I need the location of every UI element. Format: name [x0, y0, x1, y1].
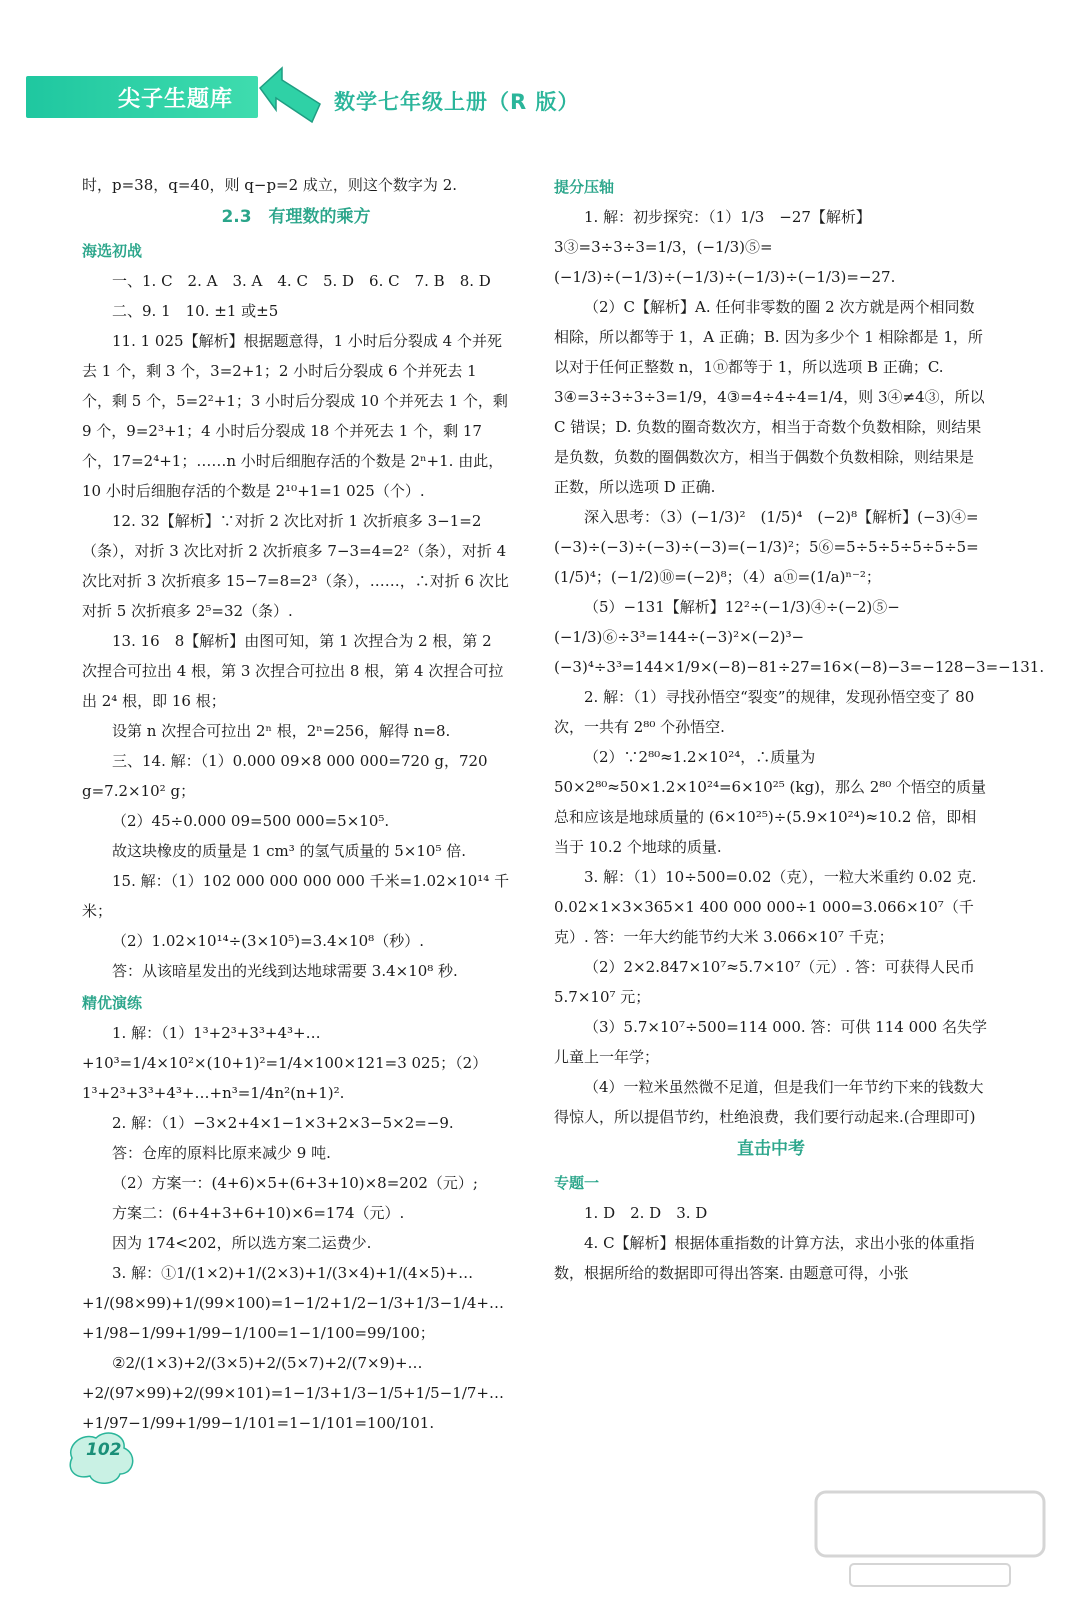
answer-paragraph: ②2/(1×3)+2/(3×5)+2/(5×7)+2/(7×9)+…+2/(97×99)+2/(99×101)=1−1/3+1/3−1/5+1/5−1/7+…+1/97−1/99+1/99−1/101=1−1/101=100/101. — [82, 1354, 504, 1432]
answer-paragraph: （4）一粒米虽然微不足道，但是我们一年节约下来的钱数大得惊人，所以提倡节约，杜绝浪费，我们要行动起来.(合理即可) — [554, 1078, 984, 1126]
right-column — [554, 170, 1045, 1288]
answer-paragraph: （5）−131【解析】12²÷(−1/3)④÷(−2)⑤−(−1/3)⑥÷3³=144÷(−3)²×(−2)³−(−3)⁴÷3³=144×1/9×(−8)−81÷27=16×(−8)−3=−128−3=−131. — [554, 598, 1045, 676]
answer-paragraph: 1. D 2. D 3. D — [584, 1204, 708, 1222]
answer-paragraph: 2. 解：（1）−3×2+4×1−1×3+2×3−5×2=−9. — [112, 1114, 454, 1132]
page-number: 102 — [86, 1440, 122, 1460]
answer-paragraph: 答：从该暗星发出的光线到达地球需要 3.4×10⁸ 秒. — [112, 962, 458, 980]
answer-paragraph: （2）2×2.847×10⁷≈5.7×10⁷（元）. 答：可获得人民币 5.7×10⁷ 元； — [554, 958, 975, 1006]
answer-paragraph: 4. C【解析】根据体重指数的计算方法，求出小张的体重指数，根据所给的数据即可得出答案. 由题意可得，小张 — [554, 1234, 975, 1282]
watermark-logo — [810, 1484, 1050, 1594]
left-column — [82, 170, 510, 1438]
section-heading: 直击中考 — [737, 1139, 805, 1159]
brand-label: 尖子生题库 — [118, 87, 234, 112]
answer-paragraph: 故这块橡皮的质量是 1 cm³ 的氢气质量的 5×10⁵ 倍. — [112, 842, 467, 860]
answer-paragraph: （3）5.7×10⁷÷500=114 000. 答：可供 114 000 名失学儿童上一年学； — [554, 1018, 987, 1066]
answer-paragraph: 二、9. 1 10. ±1 或±5 — [112, 302, 279, 320]
answer-paragraph: （2）1.02×10¹⁴÷(3×10⁵)=3.4×10⁸（秒）. — [112, 932, 424, 950]
answer-paragraph: （2）∵2⁸⁰≈1.2×10²⁴，∴质量为 50×2⁸⁰≈50×1.2×10²⁴=6×10²⁵ (kg)，那么 2⁸⁰ 个悟空的质量总和应该是地球质量的 (6×10²⁵)÷(5.9×10²⁴)≈10.2 倍，即相当于 10.2 个地球的质量. — [554, 748, 987, 856]
answer-paragraph: 3. 解：①1/(1×2)+1/(2×3)+1/(3×4)+1/(4×5)+…+1/(98×99)+1/(99×100)=1−1/2+1/2−1/3+1/3−1/4+…+1/98−1/99+1/99−1/100=1−1/100=99/100； — [82, 1264, 504, 1342]
answer-paragraph: 因为 174<202，所以选方案二运费少. — [112, 1234, 372, 1252]
answer-paragraph: （2）45÷0.000 09=500 000=5×10⁵. — [112, 812, 390, 830]
subsection-tag: 提分压轴 — [554, 178, 615, 196]
answer-paragraph: 2. 解：（1）寻找孙悟空“裂变”的规律，发现孙悟空变了 80 次，一共有 2⁸⁰ 个孙悟空. — [554, 688, 975, 736]
subsection-tag: 海选初战 — [82, 242, 143, 260]
answer-paragraph: （2）方案一：(4+6)×5+(6+3+10)×8=202（元）; — [112, 1174, 478, 1192]
answer-paragraph: （2）C【解析】A. 任何非零数的圈 2 次方就是两个相同数相除，所以都等于 1，A 正确；B. 因为多少个 1 相除都是 1，所以对于任何正整数 n，1ⓝ都等于 1，所以选项 B 正确；C. 3④=3÷3÷3÷3=1/9，4③=4÷4÷4=1/4，则 3④≠4③，所以 C 错误；D. 负数的圈奇数次方，相当于奇数个负数相除，则结果是负数，负数的圈偶数次方，相当于偶数个负数相除，则结果是正数，所以选项 D 正确. — [554, 298, 985, 496]
subsection-tag: 专题一 — [554, 1174, 600, 1192]
answer-paragraph: 方案二：(6+4+3+6+10)×6=174（元）. — [112, 1204, 405, 1222]
answer-paragraph: 12. 32【解析】∵对折 2 次比对折 1 次折痕多 3−1=2（条），对折 3 次比对折 2 次折痕多 7−3=4=2²（条），对折 4 次比对折 3 次折痕多 15−7=8=2³（条），……，∴对折 6 次比对折 5 次折痕多 2⁵=32（条）. — [82, 512, 509, 620]
answer-paragraph: 三、14. 解：（1）0.000 09×8 000 000=720 g，720 g=7.2×10² g； — [82, 752, 488, 800]
section-heading: 2.3 有理数的乘方 — [221, 207, 371, 227]
answer-paragraph: 15. 解：（1）102 000 000 000 000 千米=1.02×10¹⁴ 千米； — [82, 872, 510, 920]
answer-paragraph: 答：仓库的原料比原来减少 9 吨. — [112, 1144, 331, 1162]
answer-paragraph: 11. 1 025【解析】根据题意得，1 小时后分裂成 4 个并死去 1 个，剩 3 个，3=2+1；2 小时后分裂成 6 个并死去 1 个，剩 5 个，5=2²+1；3 小时后分裂成 10 个并死去 1 个，剩 9 个，9=2³+1；4 小时后分裂成 18 个并死去 1 个，剩 17 个，17=2⁴+1；……n 小时后细胞存活的个数是 2ⁿ+1. 由此，10 小时后细胞存活的个数是 2¹⁰+1=1 025（个）. — [82, 332, 508, 500]
subsection-tag: 精优演练 — [82, 994, 143, 1012]
answer-paragraph: 3. 解：（1）10÷500=0.02（克），一粒大米重约 0.02 克. 0.02×1×3×365×1 400 000 000÷1 000=3.066×10⁷（千克）. 答：一年大约能节约大米 3.066×10⁷ 千克； — [554, 868, 977, 946]
answer-paragraph: 1. 解：（1）1³+2³+3³+4³+…+10³=1/4×10²×(10+1)²=1/4×100×121=3 025；（2）1³+2³+3³+4³+…+n³=1/4n²(n+1)². — [82, 1024, 488, 1102]
answer-paragraph: 13. 16 8【解析】由图可知，第 1 次捏合为 2 根，第 2 次捏合可拉出 4 根，第 3 次捏合可拉出 8 根，第 4 次捏合可拉出 2⁴ 根，即 16 根； — [82, 632, 504, 710]
answer-paragraph: 一、1. C 2. A 3. A 4. C 5. D 6. C 7. B 8. D — [112, 272, 491, 290]
answer-paragraph: 时，p=38，q=40，则 q−p=2 成立，则这个数字为 2. — [82, 176, 458, 194]
answer-paragraph: 1. 解：初步探究：（1）1/3 −27【解析】3③=3÷3÷3=1/3，(−1/3)⑤=(−1/3)÷(−1/3)÷(−1/3)÷(−1/3)÷(−1/3)=−27. — [554, 208, 896, 286]
arrow-icon — [258, 66, 328, 128]
book-title: 数学七年级上册（R 版） — [334, 90, 580, 114]
answer-paragraph: 深入思考：（3）(−1/3)² (1/5)⁴ (−2)⁸【解析】(−3)④=(−3)÷(−3)÷(−3)÷(−3)=(−1/3)²；5⑥=5÷5÷5÷5÷5÷5=(1/5)⁴；(−1/2)⑩=(−2)⁸；（4）aⓝ=(1/a)ⁿ⁻²； — [554, 508, 979, 586]
answer-paragraph: 设第 n 次捏合可拉出 2ⁿ 根，2ⁿ=256，解得 n=8. — [112, 722, 451, 740]
